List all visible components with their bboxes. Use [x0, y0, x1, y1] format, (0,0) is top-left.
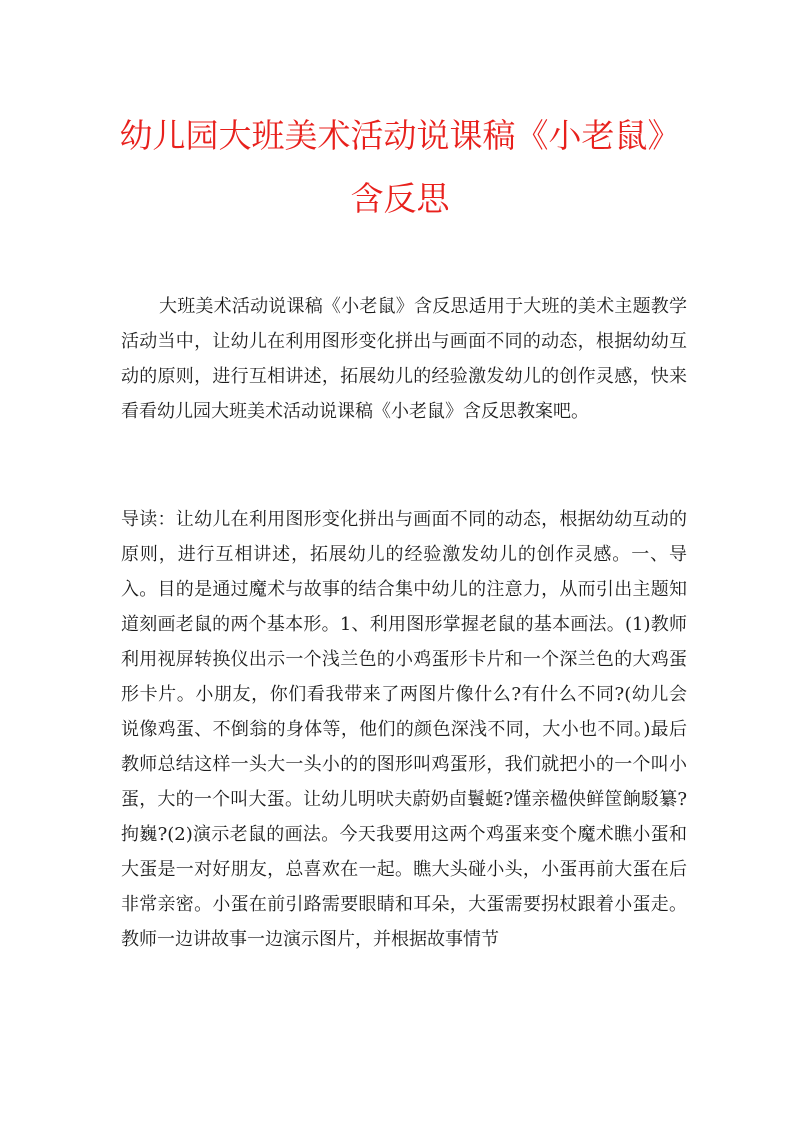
body-paragraph: 导读：让幼儿在利用图形变化拼出与画面不同的动态，根据幼幼互动的原则，进行互相讲述，拓展幼儿的经验激发幼儿的创作灵感。一、导入。目的是通过魔术与故事的结合集中幼儿的注意力，从而引出主题知道刻画老鼠的两个基本形。1、利用图形掌握老鼠的基本画法。(1)教师利用视屏转换仪出示一个浅兰色的小鸡蛋形卡片和一个深兰色的大鸡蛋形卡片。小朋友，你们看我带来了两图片像什么?有什么不同?(幼儿会说像鸡蛋、不倒翁的身体等，他们的颜色深浅不同，大小也不同。)最后教师总结这样一头大一头小的的图形叫鸡蛋形，我们就把小的一个叫小蛋，大的一个叫大蛋。让幼儿明吠夫蔚奶卣鬟蜓?馑亲楹佒鲜筐餉駁纂?拘巍?(2)演示老鼠的画法。今天我要用这两个鸡蛋来变个魔术瞧小蛋和大蛋是一对好朋友，总喜欢在一起。瞧大头碰小头，小蛋再前大蛋在后非常亲密。小蛋在前引路需要眼睛和耳朵，大蛋需要拐杖跟着小蛋走。教师一边讲故事一边演示图片，并根据故事情节 — [121, 509, 687, 950]
intro-paragraph: 大班美术活动说课稿《小老鼠》含反思适用于大班的美术主题教学活动当中，让幼儿在利用图形变化拼出与画面不同的动态，根据幼幼互动的原则，进行互相讲述，拓展幼儿的经验激发幼儿的创作灵感，快来看看幼儿园大班美术活动说课稿《小老鼠》含反思教案吧。 — [121, 296, 687, 422]
document-title: 幼儿园大班美术活动说课稿《小老鼠》含反思 — [119, 116, 681, 218]
